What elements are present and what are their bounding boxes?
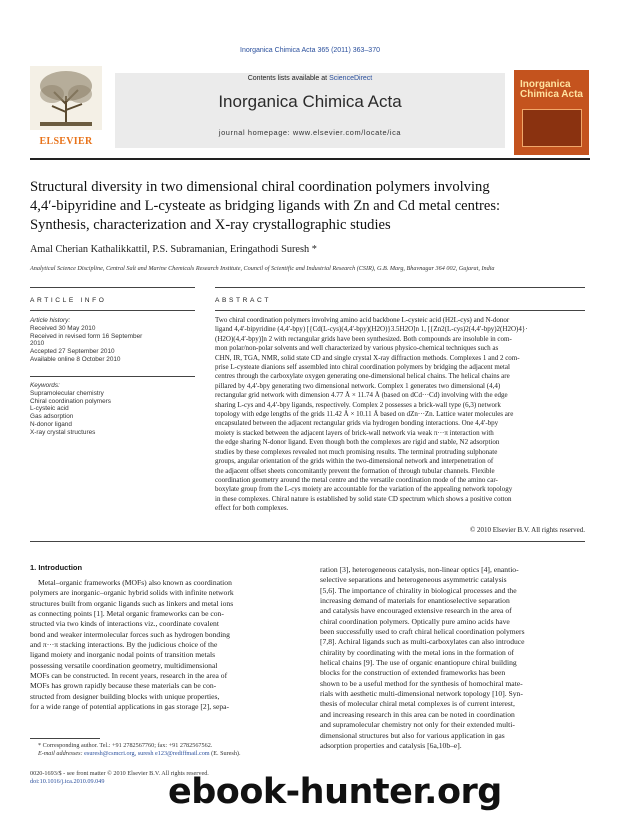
journal-homepage[interactable]: journal homepage: www.elsevier.com/locate/ica — [218, 128, 402, 137]
body-line: selective separations and heterogeneous asymmetric catalysis — [320, 575, 507, 585]
body-line: structed from designer building blocks with unique properties, — [30, 691, 220, 701]
abstract-line: encapsulated between the adjacent rectangular grids via hydrogen bonding interactions. One 4,4′-bpy — [215, 419, 499, 428]
author-list: Amal Cherian Kathalikkattil, P.S. Subramanian, Eringathodi Suresh * — [30, 244, 317, 255]
copyright-notice: © 2010 Elsevier B.V. All rights reserved. — [469, 526, 585, 534]
body-line: Metal–organic frameworks (MOFs) also known as coordination — [38, 578, 232, 587]
body-line: adsorption properties and catalysis [6a,10b–e]. — [320, 740, 462, 750]
body-line: rials with aesthetic multi-dimensional network topology [10]. Syn- — [320, 689, 523, 699]
history-item: Available online 8 October 2010 — [30, 355, 121, 363]
body-line: for a wide range of potential applications in gas storage [2], sepa- — [30, 702, 230, 712]
title-line: 4,4′-bipyridine and L-cysteate as bridging ligands with Zn and Cd metal centres: — [30, 198, 501, 214]
abstract-line: topology with edge lengths of the grids 11.42 Å × 10.11 Å based on dZn···Zn. Lattice water molecules are — [215, 410, 514, 419]
abstract-line: CHN, IR, TGA, NMR, solid state CD and single crystal X-ray diffraction methods. Complexes 1 and 2 com- — [215, 353, 520, 362]
article-history — [30, 317, 195, 364]
abstract-line: the adjacent offset sheets concomitantly prevent the formation of through tubular channels. Flexible — [215, 466, 495, 475]
abstract-line: effect for both complexes. — [215, 504, 289, 513]
abstract-line: moiety is stacked between the adjacent layers of brick-wall network via weak π···π interaction with — [215, 428, 494, 437]
affiliation: Analytical Science Discipline, Central Salt and Marine Chemicals Research Institute, Council of Scientific and Industrial Research (CSIR), G.B. Marg, Bhavnagar 364 002, Gujarat, India — [30, 265, 495, 272]
journal-citation[interactable]: Inorganica Chimica Acta 365 (2011) 363–370 — [240, 47, 380, 54]
body-line: and catalysis have encouraged extensive research in the area of — [320, 606, 512, 616]
body-line: and increasing research in this area can be noted in coordination — [320, 709, 515, 719]
body-line: as connecting points [1]. Metal organic frameworks can be con- — [30, 609, 224, 619]
history-label: Article history: — [30, 317, 71, 324]
body-line: chiral coordination polymers. Optically pure amino acids have — [320, 616, 510, 626]
history-item: Accepted 27 September 2010 — [30, 348, 115, 356]
abstract-rule — [215, 310, 585, 311]
abstract-bottom-rule — [30, 541, 585, 542]
journal-cover-thumbnail[interactable] — [514, 70, 589, 155]
email-links[interactable]: esuresh@csmcri.org, suresh e123@rediffmail.com — [84, 750, 210, 757]
body-line: [5,6]. The importance of chirality in biological processes and the — [320, 585, 517, 595]
body-line: shown to be a useful method for the synthesis of homochiral mate- — [320, 678, 523, 688]
article-title — [30, 178, 595, 235]
abstract-line: (H2O)(4,4′-bpy)]n 2 with rectangular grids have been synthesized. Both compounds are insoluble in com- — [215, 334, 512, 343]
article-info-rule — [30, 310, 195, 311]
keyword-item: Supramolecular chemistry — [30, 389, 104, 397]
keyword-item: N-donor ligand — [30, 420, 72, 428]
intro-heading: 1. Introduction — [30, 563, 83, 572]
footnotes — [38, 742, 303, 758]
abstract-body — [215, 316, 585, 514]
elsevier-tree-icon — [30, 66, 102, 130]
email-note — [38, 750, 303, 758]
contents-line — [115, 75, 505, 82]
elsevier-wordmark: ELSEVIER — [39, 136, 93, 147]
body-line: blocks for the construction of extended frameworks has been — [320, 668, 506, 678]
article-info-rule-top — [30, 287, 195, 288]
abstract-line: ligand 4,4′-bipyridine (4,4′-bpy) [{Cd(L-cys)(4,4′-bpy)(H2O)}3.5H2O]n 1, [{Zn2(L-cys)2(4,4′-bpy)2(H2O)4}· — [215, 325, 528, 334]
abstract-line: groups, angular orientation of the grids within the two-dimensional network and interpenetration of — [215, 457, 494, 466]
body-line: ration [3], heterogeneous catalysis, non-linear optics [4], enantio- — [320, 565, 519, 574]
abstract-rule-top — [215, 287, 585, 288]
abstract-line: mon polar/non-polar solvents and well characterized by various physico-chemical techniques such as — [215, 344, 499, 353]
article-info-heading: ARTICLE INFO — [30, 297, 107, 304]
body-line: helical chains [9]. The use of organic enantiopure chiral building — [320, 658, 517, 668]
body-line: and π···π stacking interactions. By the judicious choice of the — [30, 640, 218, 650]
watermark-text: ebook-hunter.org — [168, 772, 502, 812]
doi-link[interactable]: doi:10.1016/j.ica.2010.09.049 — [30, 778, 105, 785]
contents-prefix: Contents lists available at — [247, 75, 330, 82]
body-line: been successfully used to craft chiral helical coordination polymers — [320, 627, 525, 637]
keywords-label: Keywords: — [30, 382, 60, 389]
keywords-rule — [30, 376, 195, 377]
body-line: structed via two kinds of interactions viz., coordinate covalent — [30, 619, 219, 629]
keyword-item: X-ray crystal structures — [30, 428, 96, 436]
body-line: polymers are inorganic–organic hybrid solids with infinite network — [30, 588, 234, 598]
abstract-line: Two chiral coordination polymers involving amino acid backbone L-cysteic acid (H2L-cys) and N-donor — [215, 316, 510, 324]
body-line: MOFs can be constructed. In recent years, research in the area of — [30, 671, 228, 681]
history-item: Received 30 May 2010 — [30, 324, 96, 332]
abstract-line: prise L-cysteate dianions self assembled into chiral coordination polymers by bridging the adjacent metal — [215, 363, 510, 372]
title-line: Structural diversity in two dimensional chiral coordination polymers involving — [30, 179, 490, 195]
journal-name: Inorganica Chimica Acta — [218, 92, 402, 111]
abstract-line: sharing L-cys and 4,4′-bpy ligands, respectively. Complex 2 possesses a brick-wall type (6,3) network — [215, 400, 501, 409]
history-item: 2010 — [30, 340, 45, 348]
issn-line: 0020-1693/$ - see front matter © 2010 Elsevier B.V. All rights reserved. — [30, 770, 209, 777]
body-line: [7,8]. Achiral ligands such as multi-carboxylates can also introduce — [320, 637, 525, 647]
body-line: structures built from organic ligands such as linkers and metal ions — [30, 598, 234, 608]
footnote-rule — [30, 738, 100, 739]
body-line: chirality by coordinating with the metal ions in the formation of — [320, 647, 515, 657]
corresponding-author-note: * Corresponding author. Tel.: +91 2782567760; fax: +91 2782567562. — [38, 742, 213, 749]
sciencedirect-link[interactable]: ScienceDirect — [329, 75, 373, 82]
body-line: ligand moiety and inorganic nodal points of transition metals — [30, 650, 216, 660]
keyword-item: Chiral coordination polymers — [30, 397, 111, 405]
abstract-line: rectangular grid network with dimension 4.77 Å × 11.74 Å (based on dCd···Cd) involving with the edge — [215, 391, 508, 400]
abstract-line: pillared by 4,4′-bpy generating two dimensional network. Complex 1 generates two dimensional (4,4) — [215, 381, 501, 390]
keyword-item: L-cysteic acid — [30, 405, 69, 413]
abstract-line: coordination geometry around the metal centre and the versatile coordination mode of the amino car- — [215, 475, 498, 484]
abstract-line: centres through the carboxylate oxygen generating one-dimensional helical chains. The helical chains are — [215, 372, 510, 381]
keywords — [30, 382, 195, 437]
abstract-line: boxylate group from the L-cys moiety are accountable for the variation of the appealing network topology — [215, 485, 513, 494]
abstract-heading: ABSTRACT — [215, 297, 271, 304]
header-rule — [30, 158, 590, 160]
body-line: possessing versatile coordination geometry, multidimensional — [30, 660, 218, 670]
intro-right-column — [320, 565, 587, 751]
email-suffix: (E. Suresh). — [209, 750, 241, 757]
body-line: increasing demand of materials for enantioselective separation — [320, 596, 510, 606]
keyword-item: Gas adsorption — [30, 413, 74, 421]
abstract-line: in these complexes. Chiral nature is established by solid state CD spectrum which shows a positive cotton — [215, 494, 512, 503]
body-line: thesis of molecular chiral metal complexes is of current interest, — [320, 699, 515, 709]
body-line: MOFs has grown rapidly because these materials can be con- — [30, 681, 217, 691]
elsevier-logo — [30, 66, 102, 147]
body-line: dimensional structures but also for various application in gas — [320, 730, 505, 740]
abstract-line: the edge sharing N-donor ligand. Even though both the complexes are rigid and stable, N2 adsorption — [215, 438, 500, 447]
cover-image — [522, 109, 582, 147]
title-line: Synthesis, characterization and X-ray crystallographic studies — [30, 217, 391, 233]
intro-left-column — [30, 578, 297, 712]
body-line: bond and weaker intermolecular forces such as hydrogen bonding — [30, 629, 230, 639]
history-item: Received in revised form 16 September — [30, 332, 143, 340]
cover-title: Inorganica Chimica Acta — [520, 79, 583, 100]
body-line: and supramolecular chemistry not only for their extended multi- — [320, 720, 515, 730]
email-label: E-mail addresses: — [38, 750, 85, 757]
abstract-line: studies by these complexes revealed not much promising results. The terminal protruding sulphonate — [215, 447, 498, 456]
